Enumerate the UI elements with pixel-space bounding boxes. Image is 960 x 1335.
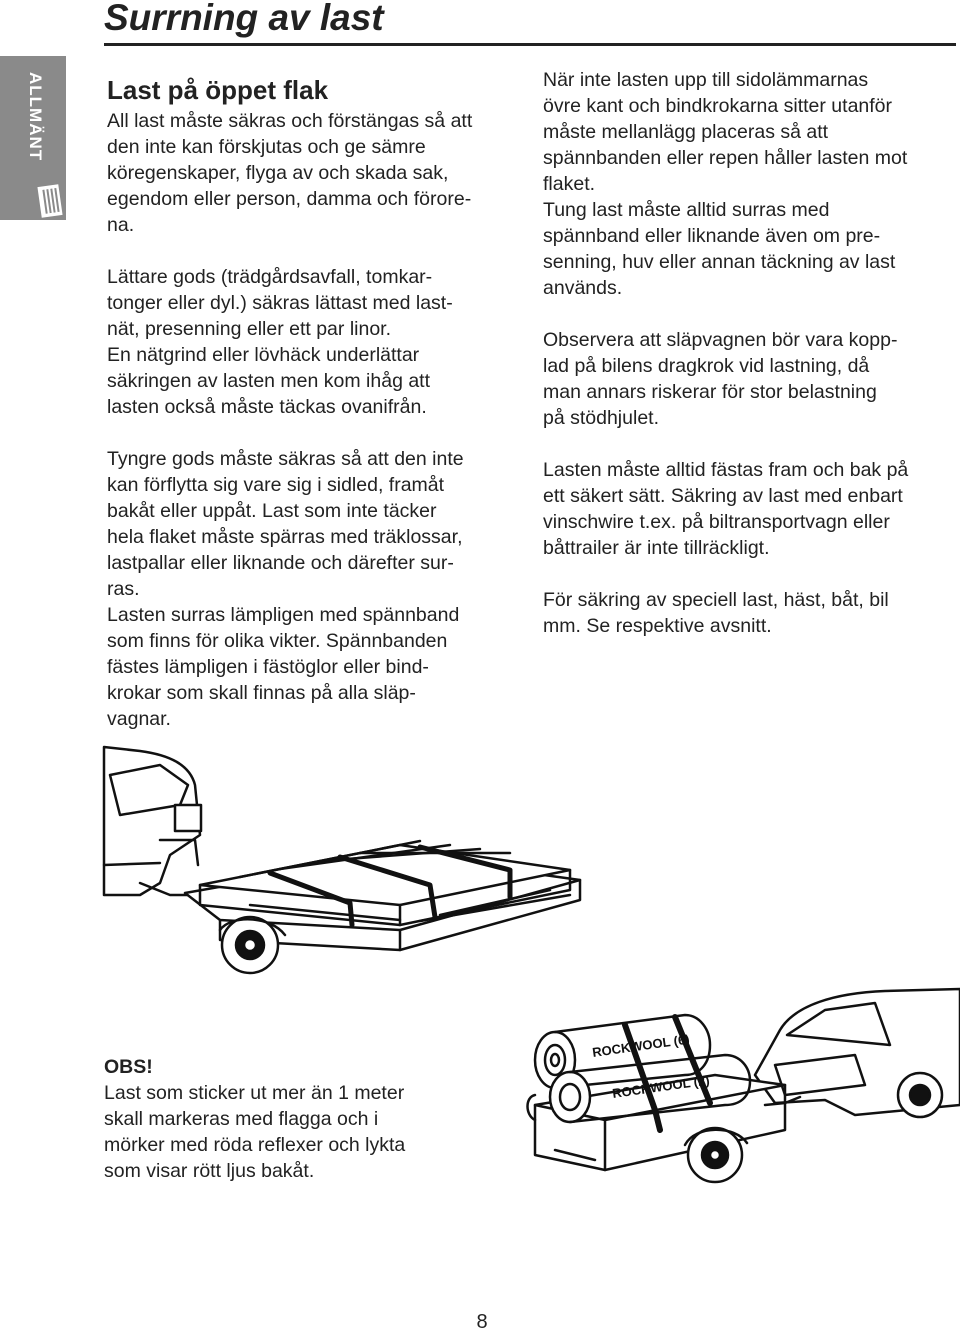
roll-label-2: ROCKWOOL (2) bbox=[611, 1072, 711, 1101]
paragraph-coupling: Observera att släpvagnen bör vara kopp- lad på bilens dragkrok vid lastning, då man annars riskerar för stor belastning på stödhjulet. bbox=[543, 329, 898, 429]
paragraph-fasten: Lasten måste alltid fästas fram och bak på ett säkert sätt. Säkring av last med enbart vinschwire t.ex. på biltransportvagn eller båttrailer är inte tillräckligt. bbox=[543, 459, 909, 559]
paragraph-spacers: När inte lasten upp till sidolämmarnas övre kant och bindkrokarna sitter utanför måste mellanlägg placeras så att spännbanden eller repen håller lasten mot flaket. Tung last måste alltid surras med spännband eller liknande även om pre- senning, huv eller annan täckning av last används. bbox=[543, 69, 908, 299]
obs-text: Last som sticker ut mer än 1 meter skall markeras med flagga och i mörker med röda reflexer och lykta som visar rött ljus bakåt. bbox=[104, 1082, 406, 1182]
right-column bbox=[543, 67, 958, 639]
paragraph-intro: All last måste säkras och förstängas så att den inte kan förskjutas och ge sämre köregenskaper, flyga av och skada sak, egendom eller person, damma och förore- na. bbox=[107, 110, 473, 236]
page-title: Surrning av last bbox=[104, 0, 384, 38]
trailer-rolls-illustration bbox=[525, 985, 960, 1200]
paragraph-special: För säkring av speciell last, häst, båt, bil mm. Se respektive avsnitt. bbox=[543, 589, 889, 637]
obs-title: OBS! bbox=[104, 1056, 153, 1078]
left-column bbox=[107, 74, 527, 732]
page-number: 8 bbox=[476, 1311, 488, 1333]
paragraph-light-goods: Lättare gods (trädgårdsavfall, tomkar- tonger eller dyl.) säkras lättast med last- nät, presenning eller ett par linor. En nätgrind eller lövhäck underlättar säkringen av lasten men kom ihåg att lasten också måste täckas ovanifrån. bbox=[107, 266, 453, 418]
book-icon bbox=[36, 182, 64, 220]
trailer-planks-illustration bbox=[100, 745, 640, 985]
obs-note bbox=[104, 1054, 504, 1184]
section-heading: Last på öppet flak bbox=[107, 75, 329, 105]
paragraph-heavy-goods: Tyngre gods måste säkras så att den inte kan förflytta sig vare sig i sidled, framåt bakåt eller uppåt. Last som inte täcker hela flaket måste spärras med träklossar, lastpallar eller liknande och därefter sur- ras. Lasten surras lämpligen med spännband som finns för olika vikter. Spännbanden fästes lämpligen i fästöglor eller bind- krokar som skall finnas på alla släp- vagnar. bbox=[107, 448, 464, 730]
section-tab-label: ALLMÄNT bbox=[26, 72, 45, 162]
roll-label-1: ROCKWOOL (6) bbox=[591, 1031, 691, 1060]
title-rule bbox=[104, 43, 956, 46]
